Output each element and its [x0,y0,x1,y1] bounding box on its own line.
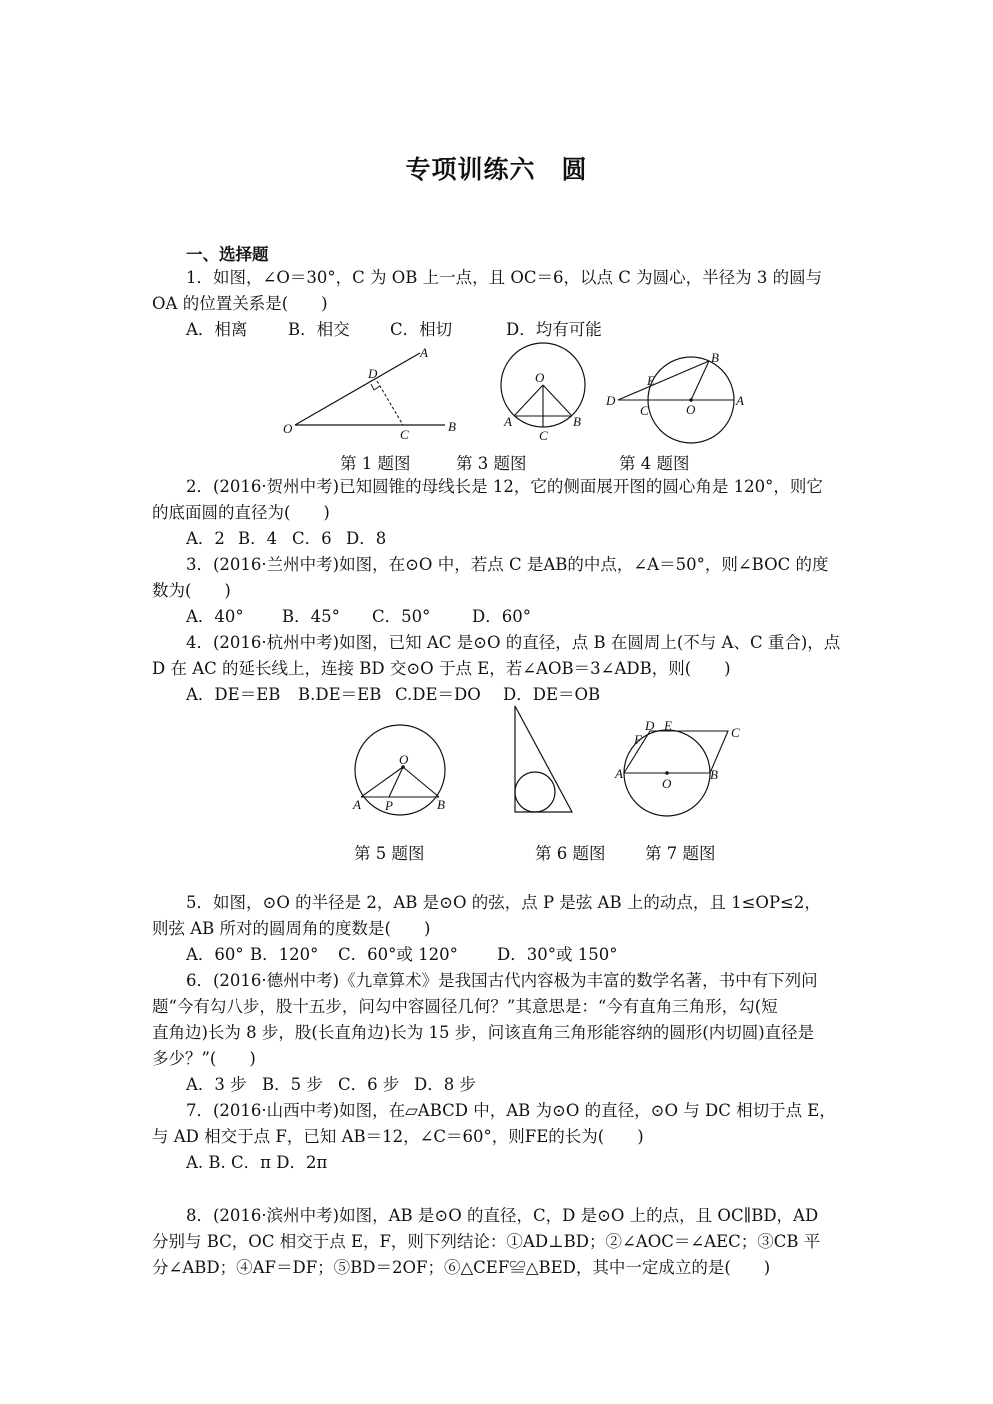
f1-label-b: B [448,419,456,434]
figure-4 [603,345,753,445]
q6-option-c: C．6 步 [338,1075,400,1094]
q6-option-d: D．8 步 [414,1075,476,1094]
q6-line4: 多少？”( ) [152,1049,256,1068]
q8-line1: 8．(2016·滨州中考)如图，AB 是⊙O 的直径，C，D 是⊙O 上的点，且 OC∥BD，AD [186,1206,819,1225]
f7-label-b: B [710,767,718,782]
q2-option-b: B．4 [238,529,278,548]
q1-option-c: C．相切 [390,320,453,339]
q3-line2: 数为( ) [152,581,231,600]
q4-line2: D 在 AC 的延长线上，连接 BD 交⊙O 于点 E，若∠AOB＝3∠ADB，则( ) [152,659,731,678]
q2-options [186,526,886,552]
q5-line1: 5．如图，⊙O 的半径是 2，AB 是⊙O 的弦，点 P 是弦 AB 上的动点，且 1≤OP≤2， [186,893,821,912]
f5-label-o: O [399,752,409,767]
f5-label-b: B [437,797,445,812]
q5-line2: 则弦 AB 所对的圆周角的度数是( ) [152,919,431,938]
q1-option-d: D．均有可能 [506,320,602,339]
q3-option-d: D．60° [472,607,531,626]
q5-option-d: D．30°或 150° [497,945,618,964]
q6-line2: 题“今有勾八步，股十五步，问勾中容圆径几何？”其意思是：“今有直角三角形，勾(短 [152,997,778,1016]
q3-option-a: A．40° [186,607,244,626]
q2-option-c: C．6 [292,529,332,548]
q5-option-b: B．120° [250,945,319,964]
q3-option-c: C．50° [372,607,431,626]
q4-option-d: D．DE＝OB [503,685,601,704]
q2-option-a: A．2 [186,529,225,548]
figure-3 [495,340,595,445]
f1-label-o: O [283,421,293,436]
f3-label-c: C [539,428,548,443]
f3-label-a: A [504,414,512,429]
caption-fig7: 第 7 题图 [645,844,716,863]
q7-line2: 与 AD 相交于点 F，已知 AB＝12，∠C＝60°，则FE的长为( ) [152,1127,644,1146]
f1-label-a: A [420,345,428,360]
q2-line1: 2．(2016·贺州中考)已知圆锥的母线长是 12，它的侧面展开图的圆心角是 120°，则它 [186,477,823,496]
q5-option-a: A．60° [186,945,244,964]
q7-options: A. B. C．π D．2π [186,1153,328,1172]
f7-label-a: A [615,766,623,781]
page-title: 专项训练六 圆 [405,155,588,184]
figure-5 [345,715,455,825]
caption-fig3: 第 3 题图 [456,454,527,473]
section-heading: 一、选择题 [186,245,269,264]
f3-label-o: O [535,370,545,385]
q4-option-c: C.DE＝DO [395,685,481,704]
q2-option-d: D．8 [346,529,387,548]
q6-line1: 6．(2016·德州中考)《九章算术》是我国古代内容极为丰富的数学名著，书中有下列问 [186,971,818,990]
q4-line1: 4．(2016·杭州中考)如图，已知 AC 是⊙O 的直径，点 B 在圆周上(不与 A、C 重合)，点 [186,633,841,652]
q6-option-a: A．3 步 [186,1075,247,1094]
f7-label-c: C [731,725,740,740]
q3-option-b: B．45° [282,607,340,626]
q1-option-b: B．相交 [288,320,350,339]
figure-1 [280,345,470,445]
q1-line1: 1．如图，∠O＝30°，C 为 OB 上一点，且 OC＝6，以点 C 为圆心，半径为 3 的圆与 [186,268,823,287]
f4-label-d: D [606,393,616,408]
q3-line1: 3．(2016·兰州中考)如图，在⊙O 中，若点 C 是AB的中点，∠A＝50°，则∠BOC 的度 [186,555,829,574]
caption-fig5: 第 5 题图 [354,844,425,863]
f1-label-d: D [368,366,378,381]
caption-fig1: 第 1 题图 [340,454,411,473]
q1-option-a: A．相离 [186,320,248,339]
q2-line2: 的底面圆的直径为( ) [152,503,330,522]
figure-7 [608,715,758,825]
q8-line2: 分别与 BC，OC 相交于点 E，F，则下列结论：①AD⊥BD；②∠AOC＝∠AEC；③CB 平 [152,1232,821,1251]
f4-label-c: C [640,403,649,418]
f4-label-b: B [711,350,719,365]
f4-label-e: E [647,373,655,388]
f7-label-f: F [634,732,642,747]
q4-option-b: B.DE＝EB [298,685,382,704]
f4-label-a: A [736,393,744,408]
f5-label-p: P [385,798,393,813]
q7-line1: 7．(2016·山西中考)如图，在▱ABCD 中，AB 为⊙O 的直径，⊙O 与 DC 相切于点 E， [186,1101,836,1120]
f5-label-a: A [353,797,361,812]
q6-line3: 直角边)长为 8 步，股(长直角边)长为 15 步，问该直角三角形能容纳的圆形(内切圆)直径是 [152,1023,815,1042]
q4-option-a: A．DE＝EB [186,685,281,704]
caption-fig4: 第 4 题图 [619,454,690,473]
q3-options [186,604,886,630]
q8-line3: 分∠ABD；④AF＝DF；⑤BD＝2OF；⑥△CEF≌△BED，其中一定成立的是( ) [152,1258,771,1277]
q6-options [186,1072,886,1098]
f7-label-o: O [662,776,672,791]
f4-label-o: O [686,402,696,417]
f1-label-c: C [400,427,409,442]
f3-label-b: B [573,414,581,429]
q5-options [186,942,886,968]
figure-6 [505,700,585,820]
f7-label-e: E [664,718,672,733]
f7-label-d: D [645,718,655,733]
caption-fig6: 第 6 题图 [535,844,606,863]
q1-line2: OA 的位置关系是( ) [152,294,328,313]
q6-option-b: B．5 步 [262,1075,323,1094]
q5-option-c: C．60°或 120° [338,945,458,964]
